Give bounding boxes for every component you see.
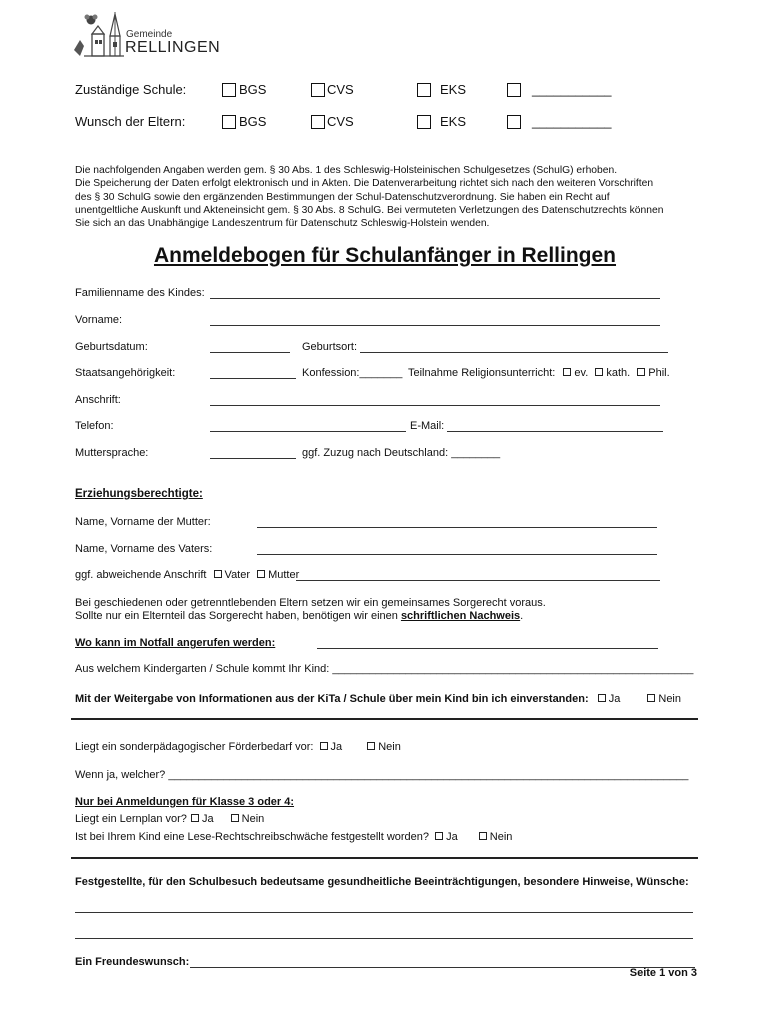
input-geburtsdatum[interactable]: [210, 352, 290, 353]
label-foerder-nein: Nein: [378, 741, 401, 753]
label-religionsunterricht: [408, 367, 670, 379]
label-mutter: Name, Vorname der Mutter:: [75, 516, 211, 528]
logo-line1: Gemeinde: [126, 29, 173, 40]
checkbox-wunsch-other[interactable]: [507, 115, 521, 129]
heading-gesundheit: Festgestellte, für den Schulbesuch bedeutsame gesundheitliche Beeinträchtigungen, besondere Hinweise, Wünsche:: [75, 876, 689, 888]
checkbox-lernplan-nein[interactable]: [231, 814, 239, 822]
lernplan-row: [75, 813, 264, 825]
label-consent-nein: Nein: [658, 693, 681, 705]
label-geburtsort: Geburtsort:: [302, 341, 358, 353]
label-wunsch-eltern: Wunsch der Eltern:: [75, 114, 186, 129]
section-divider-2: [71, 857, 698, 859]
checkbox-foerder-ja[interactable]: [320, 742, 328, 750]
checkbox-abw-vater[interactable]: [214, 570, 222, 578]
label-vater: Name, Vorname des Vaters:: [75, 543, 213, 555]
input-email[interactable]: [447, 431, 663, 432]
label-familienname: Familienname des Kindes:: [75, 287, 205, 299]
label-cvs: CVS: [327, 82, 354, 97]
checkbox-lrs-nein[interactable]: [479, 832, 487, 840]
label-rel-kath: kath.: [606, 367, 631, 379]
sorgerecht-line-2: [75, 610, 523, 622]
label-abw-mutter: Mutter: [268, 569, 300, 581]
foerderbedarf-label: Liegt ein sonderpädagogischer Förderbedarf vor:: [75, 741, 314, 753]
input-gesundheit-1[interactable]: [75, 912, 693, 913]
checkbox-zustaendig-eks[interactable]: [417, 83, 431, 97]
input-staatsangehoerigkeit[interactable]: [210, 378, 296, 379]
privacy-line-5: Sie sich an das Unabhängige Landeszentrum für Datenschutz Schleswig-Holstein wenden.: [75, 218, 490, 230]
label-lrs-ja: Ja: [446, 831, 458, 843]
privacy-line-4: unentgeltliche Auskunft und Akteneinsicht gem. § 30 Abs. 8 SchulG. Bei vermuteten Verletzungen des Datenschutzrechts können: [75, 204, 664, 216]
consent-label: Mit der Weitergabe von Informationen aus der KiTa / Schule über mein Kind bin ich einverstanden:: [75, 693, 589, 705]
label-telefon: Telefon:: [75, 420, 114, 432]
privacy-line-2: Die Speicherung der Daten erfolgt elektronisch und in Akten. Die Datenverarbeitung richtet sich nach den weiteren Vorschriften: [75, 178, 654, 190]
label-vorname: Vorname:: [75, 314, 123, 326]
schriftlicher-nachweis: schriftlichen Nachweis: [400, 610, 521, 622]
checkbox-zustaendig-other[interactable]: [507, 83, 521, 97]
label-abw-vater: Vater: [224, 569, 251, 581]
sorgerecht-line-2-text: Sollte nur ein Elternteil das Sorgerecht haben, benötigen wir einen: [75, 610, 398, 622]
sorgerecht-line-1: Bei geschiedenen oder getrenntlebenden Eltern setzen wir ein gemeinsames Sorgerecht voraus.: [75, 597, 546, 609]
checkbox-rel-ev[interactable]: [563, 368, 571, 376]
checkbox-wunsch-eks[interactable]: [417, 115, 431, 129]
logo-line2: RELLINGEN: [125, 39, 221, 56]
input-mutter[interactable]: [257, 527, 657, 528]
label-lernplan-ja: Ja: [201, 813, 214, 825]
lrs-label: Ist bei Ihrem Kind eine Lese-Rechtschreibschwäche festgestellt worden?: [75, 831, 430, 843]
checkbox-lernplan-ja[interactable]: [191, 814, 199, 822]
label-abw-anschrift: [75, 569, 299, 581]
page-number: Seite 1 von 3: [629, 967, 697, 979]
label-rel-phil: Phil.: [648, 367, 670, 379]
label-lernplan-nein: Nein: [241, 813, 265, 825]
input-vater[interactable]: [257, 554, 657, 555]
field-wunsch-other[interactable]: ___________: [532, 114, 612, 129]
abw-anschrift-text: ggf. abweichende Anschrift: [75, 569, 207, 581]
label-staatsangehoerigkeit: Staatsangehörigkeit:: [75, 367, 176, 379]
checkbox-lrs-ja[interactable]: [435, 832, 443, 840]
input-familienname[interactable]: [210, 298, 660, 299]
checkbox-rel-kath[interactable]: [595, 368, 603, 376]
label-rel-ev: ev.: [574, 367, 589, 379]
label-geburtsdatum: Geburtsdatum:: [75, 341, 148, 353]
checkbox-zustaendig-bgs[interactable]: [222, 83, 236, 97]
privacy-line-1: Die nachfolgenden Angaben werden gem. § 30 Abs. 1 des Schleswig-Holsteinischen Schulgesetzes (SchulG) erhoben.: [75, 165, 618, 176]
heading-notfall: Wo kann im Notfall angerufen werden:: [75, 637, 276, 649]
checkbox-wunsch-bgs[interactable]: [222, 115, 236, 129]
label-anschrift: Anschrift:: [75, 394, 121, 406]
checkbox-abw-mutter[interactable]: [257, 570, 265, 578]
label-eks-2: EKS: [440, 114, 467, 129]
field-kindergarten[interactable]: Aus welchem Kindergarten / Schule kommt Ihr Kind: ___________________________________________________________: [75, 663, 694, 675]
lernplan-label: Liegt ein Lernplan vor?: [75, 813, 187, 825]
label-email: E-Mail:: [410, 420, 445, 432]
input-geburtsort[interactable]: [360, 352, 668, 353]
lrs-row: [75, 831, 512, 843]
label-zustaendige-schule: Zuständige Schule:: [75, 82, 187, 97]
input-freundeswunsch[interactable]: [190, 967, 695, 968]
field-konfession[interactable]: Konfession:_______: [302, 367, 403, 379]
heading-erziehungsberechtigte: Erziehungsberechtigte:: [75, 488, 203, 500]
logo: [70, 12, 230, 62]
checkbox-consent-ja[interactable]: [598, 694, 606, 702]
checkbox-wunsch-cvs[interactable]: [311, 115, 325, 129]
input-notfall[interactable]: [317, 648, 658, 649]
rellingen-church-emblem: [70, 12, 124, 60]
checkbox-zustaendig-cvs[interactable]: [311, 83, 325, 97]
label-muttersprache: Muttersprache:: [75, 447, 149, 459]
label-bgs-2: BGS: [239, 114, 267, 129]
input-telefon[interactable]: [210, 431, 406, 432]
label-lrs-nein: Nein: [489, 831, 513, 843]
heading-klasse-3-4: Nur bei Anmeldungen für Klasse 3 oder 4:: [75, 796, 295, 808]
label-eks: EKS: [440, 82, 467, 97]
sorgerecht-period: .: [520, 610, 524, 622]
page-title: Anmeldebogen für Schulanfänger in Rellingen: [153, 244, 617, 267]
consent-row: [75, 693, 681, 705]
privacy-line-3: des § 30 SchulG sowie den ergänzenden Bestimmungen der Schul-Datenschutzverordnung. Sie haben ein Recht auf: [75, 191, 610, 203]
section-divider-1: [71, 718, 698, 720]
field-welcher[interactable]: Wenn ja, welcher? _____________________________________________________________________________________: [75, 769, 689, 781]
label-foerder-ja: Ja: [330, 741, 343, 753]
label-cvs-2: CVS: [327, 114, 354, 129]
checkbox-rel-phil[interactable]: [637, 368, 645, 376]
religion-label-text: Teilnahme Religionsunterricht:: [408, 367, 556, 379]
field-zustaendig-other[interactable]: ___________: [532, 82, 612, 97]
foerderbedarf-row: [75, 741, 401, 753]
input-vorname[interactable]: [210, 325, 660, 326]
label-consent-ja: Ja: [608, 693, 621, 705]
checkbox-foerder-nein[interactable]: [367, 742, 375, 750]
input-gesundheit-2[interactable]: [75, 938, 693, 939]
input-abw-anschrift[interactable]: [296, 580, 660, 581]
input-anschrift[interactable]: [210, 405, 660, 406]
input-muttersprache[interactable]: [210, 458, 296, 459]
checkbox-consent-nein[interactable]: [647, 694, 655, 702]
label-bgs: BGS: [239, 82, 267, 97]
field-zuzug[interactable]: ggf. Zuzug nach Deutschland: ________: [302, 447, 501, 459]
label-freundeswunsch: Ein Freundeswunsch:: [75, 956, 190, 968]
privacy-notice: [75, 164, 697, 230]
